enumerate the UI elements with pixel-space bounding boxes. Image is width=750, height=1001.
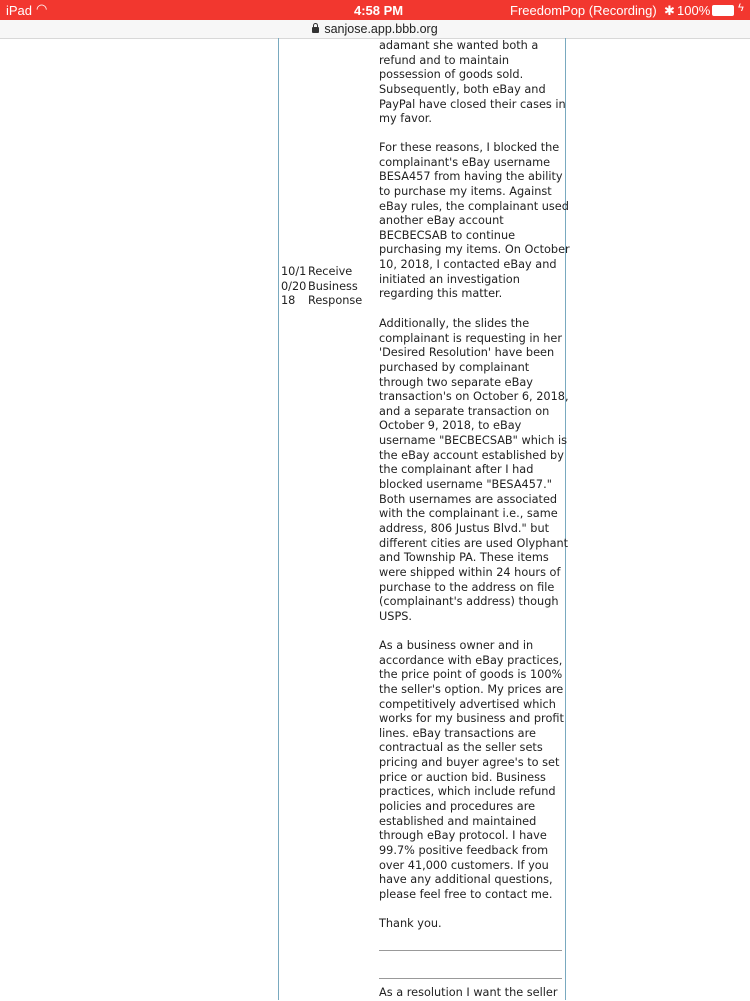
text-line: my favor. xyxy=(379,112,432,126)
status-bar xyxy=(0,0,750,20)
text-line: purchase to the address on file xyxy=(379,580,555,594)
paragraph xyxy=(379,917,442,932)
paragraph xyxy=(379,141,570,302)
text-line: the seller's option. My prices are xyxy=(379,682,564,696)
text-line: purchasing my items. On October xyxy=(379,243,570,257)
text-line: accordance with eBay practices, xyxy=(379,653,563,667)
text-line: another eBay account xyxy=(379,214,504,228)
text-line: username "BECBECSAB" which is xyxy=(379,434,567,448)
text-line: USPS. xyxy=(379,609,413,623)
text-line: through eBay protocol. I have xyxy=(379,829,547,843)
paragraph xyxy=(379,317,569,624)
date-line: 18 xyxy=(281,294,296,308)
carrier: FreedomPop (Recording) xyxy=(510,3,657,18)
clock: 4:58 PM xyxy=(354,3,404,18)
text-line: works for my business and profit xyxy=(379,712,564,726)
text-line: the eBay account established by xyxy=(379,448,564,462)
text-line: purchased by complainant xyxy=(379,360,530,374)
wifi-icon: ◠ xyxy=(36,1,48,16)
text-line: possession of goods sold. xyxy=(379,68,524,82)
text-line: price or auction bid. Business xyxy=(379,770,546,784)
text-line: regarding this matter. xyxy=(379,287,503,301)
text-line: address, 806 Justus Blvd." but xyxy=(379,521,550,535)
address-bar[interactable] xyxy=(0,20,750,39)
text-line: adamant she wanted both a xyxy=(379,39,539,52)
text-line: 99.7% positive feedback from xyxy=(379,843,549,857)
text-line: and Township PA. These items xyxy=(379,551,549,565)
type-line: Receive xyxy=(308,265,353,278)
text-line: 'Desired Resolution' have been xyxy=(379,346,555,360)
date-line: 0/20 xyxy=(281,279,307,293)
text-line: Both usernames are associated xyxy=(379,492,558,506)
text-line: complainant's eBay username xyxy=(379,155,551,169)
text-line: BESA457 from having the ability xyxy=(379,170,563,184)
text-line: established and maintained xyxy=(379,814,537,828)
text-line: the complainant after I had xyxy=(379,463,534,477)
text-line: the price point of goods is 100% xyxy=(379,668,563,682)
text-line: (complainant's address) though xyxy=(379,595,559,609)
text-line: to purchase my items. Against xyxy=(379,184,552,198)
text-line: please feel free to contact me. xyxy=(379,887,553,901)
text-line: over 41,000 customers. If you xyxy=(379,858,549,872)
text-line: October 9, 2018, to eBay xyxy=(379,419,522,433)
row-date xyxy=(281,265,306,309)
text-line: contractual as the seller sets xyxy=(379,741,543,755)
text-line: initiated an investigation xyxy=(379,272,520,286)
text-line: refund and to maintain xyxy=(379,53,510,67)
text-line: PayPal have closed their cases in xyxy=(379,97,566,111)
battery-percent: 100% xyxy=(677,3,711,18)
lock-icon xyxy=(312,27,319,33)
text-line: have any additional questions, xyxy=(379,873,553,887)
text-line: BECBECSAB to continue xyxy=(379,228,516,242)
text-line: different cities are used Olyphant xyxy=(379,536,569,550)
text-line: As a business owner and in xyxy=(379,639,534,652)
text-line: policies and procedures are xyxy=(379,800,536,814)
text-line: competitively advertised which xyxy=(379,697,556,711)
text-line: transaction's on October 6, 2018, xyxy=(379,390,569,404)
paragraph xyxy=(379,639,564,903)
text-line: practices, which include refund xyxy=(379,785,556,799)
date-line: 10/1 xyxy=(281,265,307,278)
text-line: and a separate transaction on xyxy=(379,404,550,418)
row-type xyxy=(308,265,362,309)
text-line: pricing and buyer agree's to set xyxy=(379,756,560,770)
table-border-left xyxy=(278,38,279,1000)
type-line: Response xyxy=(308,294,363,308)
paragraph xyxy=(379,39,566,127)
text-line: with the complainant i.e., same xyxy=(379,507,558,521)
text-line: lines. eBay transactions are xyxy=(379,726,536,740)
bluetooth-icon: ✱ xyxy=(664,3,675,18)
type-line: Business xyxy=(308,279,358,293)
divider xyxy=(379,950,562,951)
text-line: Additionally, the slides the xyxy=(379,317,530,330)
text-line: For these reasons, I blocked the xyxy=(379,141,560,154)
text-line: 10, 2018, I contacted eBay and xyxy=(379,258,557,272)
charging-icon: ϟ xyxy=(738,2,744,14)
resolution-text: As a resolution I want the seller xyxy=(379,986,558,999)
text-line: Subsequently, both eBay and xyxy=(379,82,546,96)
text-line: Thank you. xyxy=(379,917,442,930)
divider xyxy=(379,978,562,979)
text-line: complainant is requesting in her xyxy=(379,331,563,345)
text-line: were shipped within 24 hours of xyxy=(379,565,561,579)
battery-icon xyxy=(712,5,734,16)
url-text: sanjose.app.bbb.org xyxy=(324,22,438,36)
text-line: eBay rules, the complainant used xyxy=(379,199,569,213)
text-line: through two separate eBay xyxy=(379,375,533,389)
text-line: blocked username "BESA457." xyxy=(379,478,552,492)
device-name: iPad xyxy=(6,3,33,18)
